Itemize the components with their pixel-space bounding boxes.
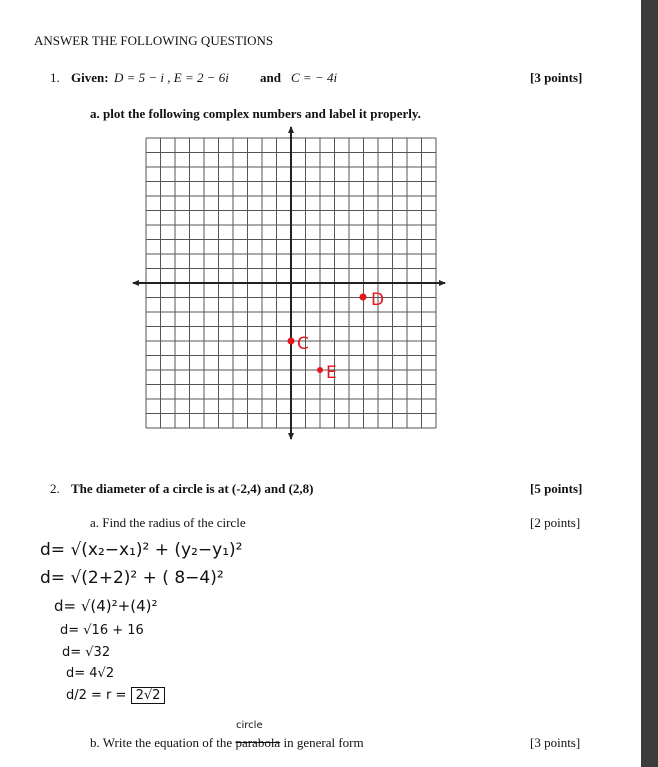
work-line-2: d= √(2+2)² + ( 8−4)² [40, 568, 224, 588]
q1-c-expr: C = − 4i [291, 70, 338, 85]
work-line-7-prefix: d/2 = r = [66, 688, 127, 703]
radius-answer-box: 2√2 [131, 687, 166, 704]
label-d: D [371, 290, 385, 310]
q2a-points: [2 points] [530, 515, 581, 530]
work-line-3: d= √(4)²+(4)² [54, 597, 158, 615]
q2b-suffix: in general form [283, 735, 364, 750]
work-line-1: d= √(x₂−x₁)² + (y₂−y₁)² [40, 540, 243, 560]
q2b-prefix: b. Write the equation of the [90, 735, 233, 750]
label-e: E [326, 363, 337, 383]
q2b-struck-word: parabola [235, 735, 281, 750]
q1-given-label: Given: [71, 70, 109, 85]
label-c: C [297, 334, 309, 354]
q2b-instruction [90, 735, 364, 751]
scrollbar[interactable] [641, 0, 658, 767]
imaginary-axis-arrow-down [288, 433, 294, 440]
point-e [317, 367, 323, 373]
work-line-4: d= √16 + 16 [60, 623, 144, 638]
work-line-6: d= 4√2 [66, 666, 115, 681]
q1-number: 1. [50, 70, 60, 85]
work-line-5: d= √32 [62, 645, 111, 660]
q1-points: [3 points] [530, 70, 583, 85]
q1-given-expr: D = 5 − i , E = 2 − 6i [114, 70, 229, 85]
q1-and-label: and [260, 70, 281, 85]
work-line-7 [66, 688, 165, 703]
q2b-points: [3 points] [530, 735, 581, 750]
real-axis-arrow-left [132, 280, 139, 286]
header: ANSWER THE FOLLOWING QUESTIONS [34, 33, 274, 48]
point-c [288, 338, 295, 345]
q2a-instruction: a. Find the radius of the circle [90, 515, 246, 530]
complex-plane-graph [132, 124, 452, 444]
q2-number: 2. [50, 481, 60, 496]
point-d [360, 294, 367, 301]
imaginary-axis-arrow-up [288, 126, 294, 133]
real-axis-arrow-right [439, 280, 446, 286]
q2-points: [5 points] [530, 481, 583, 496]
inserted-word: circle [236, 720, 263, 731]
q1a-instruction: a. plot the following complex numbers and label it properly. [90, 106, 421, 121]
q2-title: The diameter of a circle is at (-2,4) and (2,8) [71, 481, 314, 496]
